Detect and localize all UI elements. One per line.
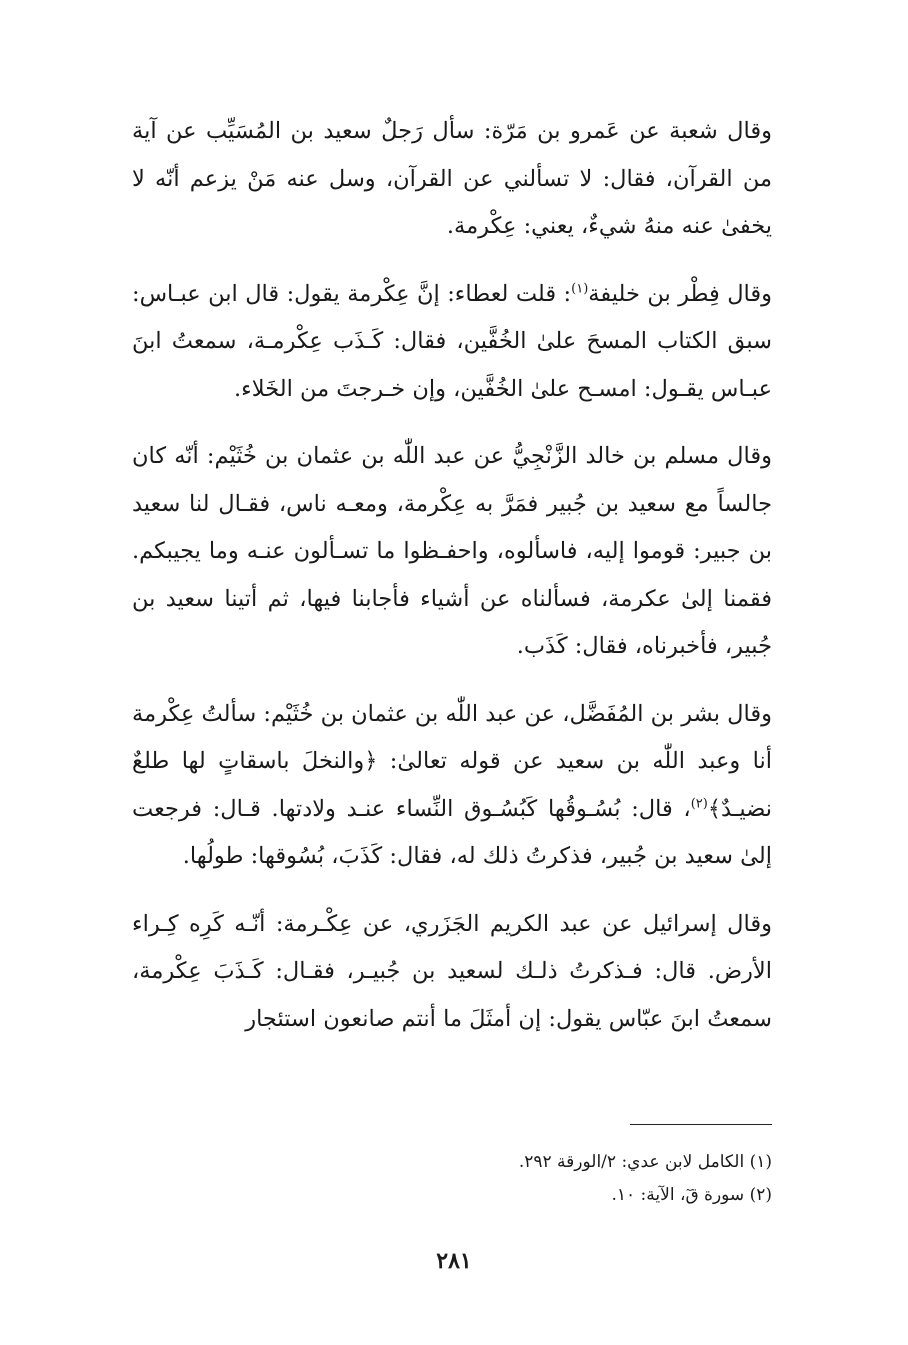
- footnote-2: (٢) سورة قٓ، الآية: ١٠.: [611, 1185, 772, 1205]
- paragraph-3: وقال مسلم بن خالد الزَّنْجِيُّ عن عبد اللّٰه بن عثمان بن خُثَيْم: أنّه كان جالساً مع سعيد بن جُبير فمَرَّ به عِكْرمة، ومعـه ناس، فقـال لنا سعيد بن جبير: قوموا إليه، فاسألوه، واحفـظوا ما تسـألون عنـه وما يجيبكم. فقمنا إلىٰ عكرمة، فسألناه عن أشياء فأجابنا فيها، ثم أتينا سعيد بن جُبير، فأخبرناه، فقال: كَذَب.: [132, 443, 772, 659]
- paragraph-2-text-after: : قلت لعطاء: إنَّ عِكْرمة يقول: قال ابن عبـاس: سبق الكتاب المسحَ علىٰ الخُفَّين، فقال: كَـذَب عِكْرمـة، سمعتُ ابنَ عبـاس يقـول: امسـح علىٰ الخُفَّين، وإن خـرجتَ من الخَلاء.: [132, 280, 772, 402]
- paragraph-4-text-after: ، قال: بُسُـوقُها كَبُسُـوق النِّساء عنـد ولادتها. قـال: فرجعت إلىٰ سعيد بن جُبير، فذكرتُ ذلك له، فقال: كَذَبَ، بُسُوقها: طولُها.: [132, 795, 772, 869]
- paragraph-4-text-before: وقال بشر بن المُفَضَّل، عن عبد اللّٰه بن عثمان بن خُثَيْم: سألتُ عِكْرمة أنا وعبد اللّٰه بن سعيد عن قوله تعالىٰ: ﴿والنخلَ باسقاتٍ لها طلعٌ نضيـدٌ﴾: [132, 700, 772, 822]
- paragraph-1: وقال شعبة عن عَمرو بن مَرّة: سأل رَجلٌ سعيد بن المُسَيِّب عن آية من القرآن، فقال: لا تسألني عن القرآن، وسل عنه مَنْ يزعم أنّه لا يخفىٰ عنه منهُ شيءٌ، يعني: عِكْرمة.: [132, 118, 772, 239]
- footnote-ref-1[interactable]: (١): [571, 281, 589, 296]
- paragraph-2-text-before: وقال فِطْر بن خليفة: [588, 280, 773, 307]
- footnote-1: (١) الكامل لابن عدي: ٢/الورقة ٢٩٢.: [518, 1152, 772, 1172]
- footnote-divider: [630, 1124, 772, 1125]
- footnotes: [132, 1146, 772, 1212]
- paragraph-4: [132, 691, 772, 881]
- paragraph-2: [132, 271, 772, 414]
- footnote-ref-2[interactable]: (٢): [690, 796, 708, 811]
- page-number: ٢٨١: [436, 1248, 472, 1274]
- main-text: [132, 108, 772, 1063]
- paragraph-5: وقال إسرائيل عن عبد الكريم الجَزَري، عن عِكْـرمة: أنّـه كَرِه كِـراء الأرض. قال: فـذكرتُ ذلـك لسعيد بن جُبيـر، فقـال: كَـذَبَ عِكْرمة، سمعتُ ابنَ عبّاس يقول: إن أمثَلَ ما أنتم صانعون استئجار: [132, 910, 772, 1032]
